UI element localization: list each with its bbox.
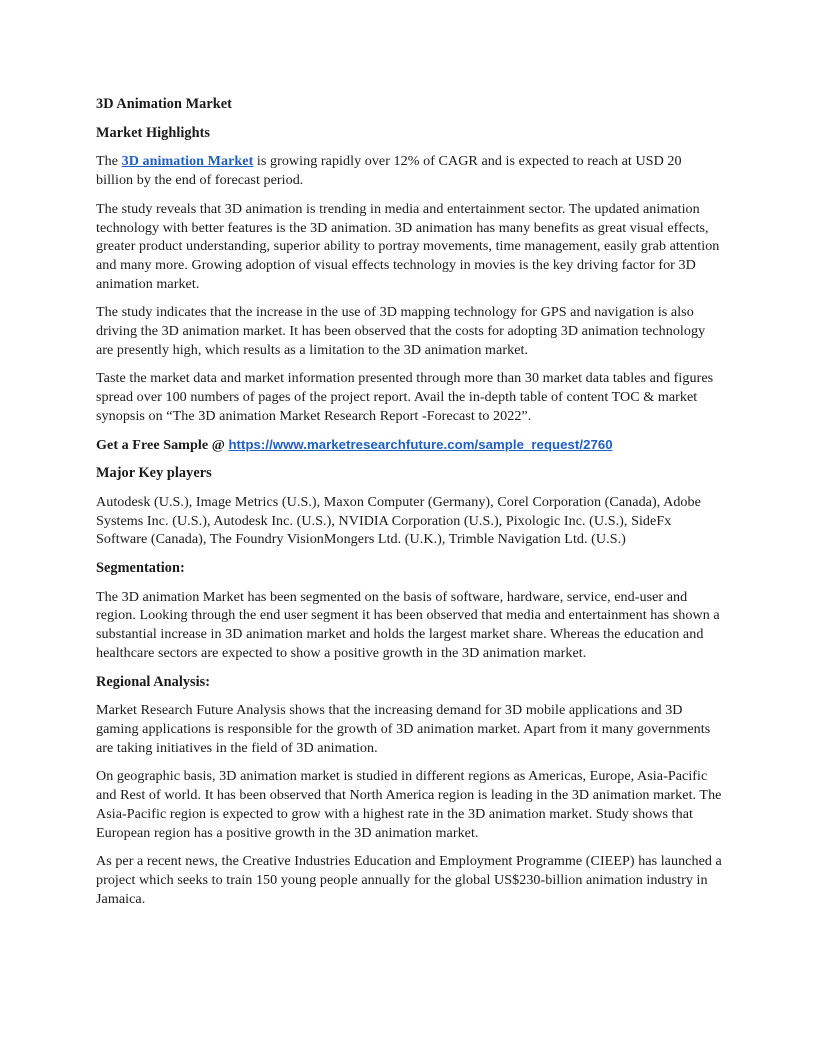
- intro-prefix: The: [96, 153, 122, 170]
- intro-suffix: is growing rapidly over 12% of CAGR and is expected to reach at USD 20 billion by the end of forecast period.: [96, 153, 682, 189]
- taste-market-data-paragraph: Taste the market data and market information presented through more than 30 market data tables and figures spread over 100 numbers of pages of the project report. Avail the in-depth table of content TOC & market synopsis on “The 3D animation Market Research Report -Forecast to 2022”.: [96, 370, 714, 424]
- study-reveals-paragraph: The study reveals that 3D animation is trending in media and entertainment sector. The updated animation technology with better features is the 3D animation. 3D animation has many benefits as great visual effects, greater product understanding, superior ability to portray movements, time management, easily grab attention and many more. Growing adoption of visual effects technology in movies is the key driving factor for 3D animation market.: [96, 200, 720, 292]
- intro-paragraph: [96, 152, 722, 189]
- regional-paragraph-3: As per a recent news, the Creative Industries Education and Employment Programme (CIEEP) has launched a project which seeks to train 150 young people annually for the global US$230-billion animation industry in Jamaica.: [96, 853, 722, 907]
- segmentation-heading: Segmentation:: [96, 560, 185, 577]
- free-sample-line: [96, 436, 722, 455]
- study-indicates-paragraph: The study indicates that the increase in the use of 3D mapping technology for GPS and navigation is also driving the 3D animation market. It has been observed that the costs for adopting 3D animation technology are presently high, which results as a limitation to the 3D animation market.: [96, 304, 706, 358]
- key-players-paragraph: Autodesk (U.S.), Image Metrics (U.S.), Maxon Computer (Germany), Corel Corporation (Canada), Adobe Systems Inc. (U.S.), Autodesk Inc. (U.S.), NVIDIA Corporation (U.S.), Pixologic Inc. (U.S.), SideFx Software (Canada), The Foundry VisionMongers Ltd. (U.K.), Trimble Navigation Ltd. (U.S.): [96, 493, 701, 548]
- regional-analysis-heading: Regional Analysis:: [96, 673, 211, 690]
- key-players-heading: Major Key players: [96, 465, 212, 482]
- segmentation-paragraph: The 3D animation Market has been segmented on the basis of software, hardware, service, end-user and region. Looking through the end user segment it has been observed that media and entertainment has shown a substantial increase in 3D animation market and holds the largest market share. Whereas the education and healthcare sectors are expected to show a positive growth in the 3D animation market.: [96, 588, 720, 661]
- document-title: 3D Animation Market: [96, 96, 232, 112]
- free-sample-link[interactable]: https://www.marketresearchfuture.com/sample_request/2760: [228, 436, 613, 452]
- document-page: [96, 95, 722, 918]
- regional-paragraph-2: On geographic basis, 3D animation market is studied in different regions as Americas, Europe, Asia-Pacific and Rest of world. It has been observed that North America region is leading in the 3D animation market. The Asia-Pacific region is expected to grow with a highest rate in the 3D animation market. Study shows that European region has a positive growth in the 3D animation market.: [96, 768, 722, 841]
- regional-paragraph-1: Market Research Future Analysis shows that the increasing demand for 3D mobile applications and 3D gaming applications is responsible for the growth of 3D animation market. Apart from it many governments are taking initiatives in the field of 3D animation.: [96, 702, 711, 756]
- 3d-animation-market-link[interactable]: 3D animation Market: [121, 153, 254, 170]
- free-sample-label: Get a Free Sample @: [96, 436, 229, 453]
- market-highlights-heading: Market Highlights: [96, 124, 211, 141]
